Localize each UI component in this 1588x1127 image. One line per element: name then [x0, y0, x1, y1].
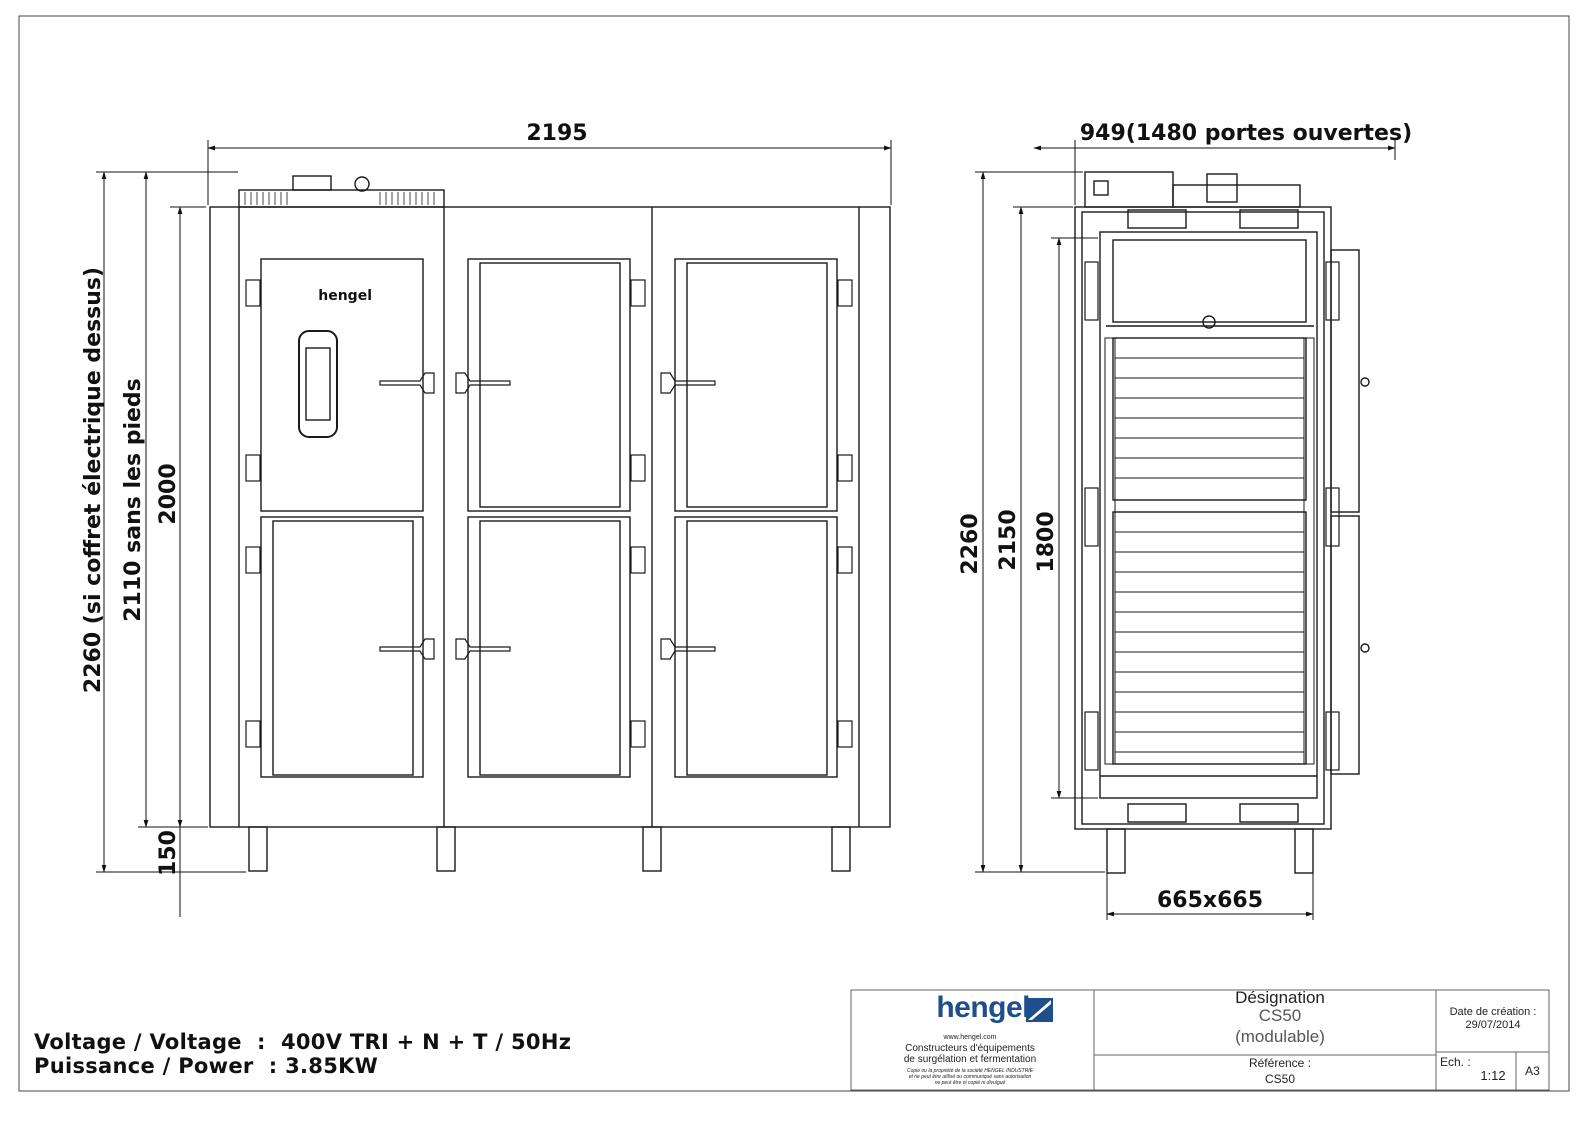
dim-side-inner-height: 1800 — [1034, 511, 1059, 573]
brand-tagline-2: de surgélation et fermentation — [903, 1054, 1037, 1065]
designation-label: Désignation — [1235, 988, 1325, 1007]
reference-label: Référence : — [1248, 1056, 1312, 1070]
dim-side-width: 949(1480 portes ouvertes) — [1079, 121, 1413, 146]
creation-label: Date de création : — [1449, 1006, 1537, 1018]
dim-side-footprint: 665x665 — [1156, 888, 1264, 913]
designation-value: CS50 — [1258, 1006, 1302, 1025]
dim-feet-height: 150 — [156, 830, 181, 876]
dim-body-height: 2000 — [156, 463, 181, 525]
front-view — [210, 176, 890, 871]
spec-power: Puissance / Power : 3.85KW — [34, 1054, 379, 1078]
brand-fine-print-2: et ne peut être utilisé ou communiqué sans autorisation — [908, 1074, 1032, 1080]
side-view — [1075, 172, 1369, 873]
brand-fine-print-1: Copie ou la propriété de la société HENGEL INDUSTRIE — [906, 1068, 1034, 1074]
reference-value: CS50 — [1264, 1072, 1296, 1086]
front-feet — [249, 827, 850, 871]
handles — [380, 373, 715, 659]
scale-label: Ech. : — [1440, 1055, 1471, 1069]
scale-value: 1:12 — [1480, 1068, 1506, 1083]
panel-logo: hengel — [318, 288, 372, 304]
side-foot-right — [1295, 829, 1313, 873]
dim-side-body-height: 2150 — [996, 509, 1021, 571]
control-panel — [299, 331, 337, 437]
dim-height-without-feet: 2110 sans les pieds — [121, 378, 146, 622]
designation-sub: (modulable) — [1235, 1027, 1325, 1046]
dim-front-width: 2195 — [526, 121, 588, 146]
creation-date: 29/07/2014 — [1465, 1019, 1521, 1031]
trolley-shelves — [1115, 358, 1304, 752]
sheet-format: A3 — [1525, 1064, 1540, 1078]
top-electric-box — [239, 190, 444, 207]
brand-website: www.hengel.com — [943, 1034, 997, 1041]
side-foot-left — [1107, 829, 1125, 873]
brand-fine-print-3: ne peut être ni copié ni divulgué — [934, 1080, 1006, 1086]
brand-tagline-1: Constructeurs d'équipements — [905, 1043, 1035, 1054]
dim-height-with-box: 2260 (si coffret électrique dessus) — [81, 266, 106, 694]
sheet-border — [19, 16, 1569, 1091]
hengel-logo-mark — [1026, 998, 1053, 1022]
trolley-frame — [1100, 232, 1317, 798]
brand-logo: hengel — [936, 991, 1030, 1024]
spec-voltage: Voltage / Voltage : 400V TRI + N + T / 50Hz — [34, 1030, 572, 1054]
dim-side-total-height: 2260 — [958, 513, 983, 575]
front-dimension-lines — [96, 140, 891, 917]
